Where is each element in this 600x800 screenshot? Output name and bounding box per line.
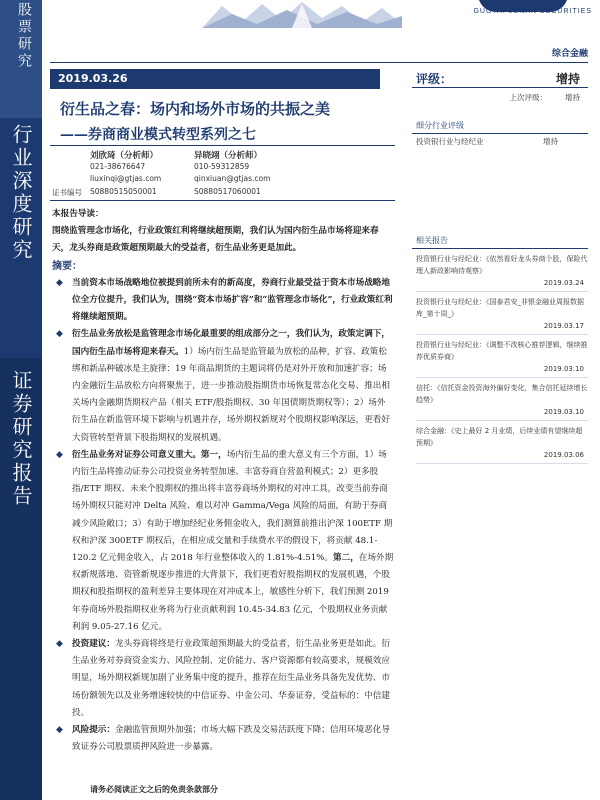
analyst-email[interactable]: qinxiuan@gtjas.com [194,174,271,183]
bullet-icon: ◆ [56,329,63,340]
analyst-row [52,149,397,162]
related-report-date: 2019.03.10 [416,363,588,378]
left-side-band [0,0,42,800]
analyst-divider [50,200,395,201]
summary-bullet [52,636,394,722]
bullet-icon: ◆ [56,639,63,650]
bullet-bold-text: 第一， [200,449,227,460]
bullet-bold-text: 投资建议： [72,639,115,650]
bullet-bold-text: 当前资本市场战略地位被提到前所未有的新高度，券商行业最受益于资本市场战略地位全方位提升，我们认为，围绕“资本市场扩容”和“监管理念市场化”，行业政策红利将继续超预期。 [72,277,393,323]
related-report-item[interactable] [412,296,588,335]
sub-rating-value: 增持 [543,137,558,146]
bullet-bold-text: 第二， [333,553,359,564]
bullet-text: 1）场内衍生品是监管最为放松的品种，扩容、政策松绑和新品种破冰是主旋律：19 年商品期货的主题词将仍是对外开放和加速扩容；场内金融衍生品放松方向将聚焦于，进一步推动股指期货市场恢复常态化交易、推出相关场内金融期货期权产品（相关 ETF/股指期权、30 年国债期货期权等）；2）场外衍生品在新监管环境下影响与机遇并存，场外期权新规对个股期权影响深远，更看好大资管转型背景下股指期权的发展机遇。 [72,346,390,443]
bullet-text: 场内衍生品的重大意义有三个方面，1）场内衍生品将推动证券公司投资业务转型加速、丰富券商自营盈利模式；2）更多股指/ETF 期权、未来个股期权的推出将丰富券商场外期权的对冲工具，改变当前券商场外期权只能对冲 Delta 风险、难以对冲 Gamma/Vega 风险的局面，有助于券商减少风险敞口；3）有助于增加经纪业务佣金收入，我们测算前推出沪深 100ETF 期权和沪深 300ETF 期权后，在相应成交量和手续费水平的假设下，将贡献 48.1-120.2 亿元佣金收入，占 2018 年行业整体收入的 1.81%-4.51%。 [72,449,393,564]
summary-heading: 摘要： [52,260,82,272]
analyst-email[interactable]: liuxinqi@gtjas.com [90,174,162,183]
bullet-icon: ◆ [56,277,63,288]
analyst-phone: 010-59312859 [194,161,250,171]
rating-label: 评级： [416,72,453,86]
related-report-title[interactable]: 信托：《信托资金投资海外偏好变化，集合信托延续增长趋势》 [416,384,588,404]
summary-bullet [52,275,394,327]
related-reports-heading: 相关报告 [412,233,588,249]
related-report-date: 2019.03.06 [416,449,588,464]
related-report-date: 2019.03.17 [416,320,588,335]
bullet-text: 金融监管预期外加强；市场大幅下跌及交易活跃度下降；信用环境恶化导致证券公司股票质押风险进一步暴露。 [72,725,390,753]
rating-row [412,68,588,88]
bullet-text: 龙头券商将终是行业政策超预期最大的受益者，衍生品业务更是如此。衍生品业务对券商资金实力、风险控制、定价能力、客户资源都有较高要求，规模效应明显，场外期权新规加剧了业务集中度的提升，推荐在衍生品业务具备先发优势、市场份额领先以及业务增速较快的中信证券、中金公司、华泰证券，受益标的：中信建投。 [72,639,390,718]
header-divider [50,62,588,63]
related-report-item[interactable] [412,382,588,421]
side-label-securities-report: 证券研究报告 [9,370,33,508]
side-label-stock-research: 股票研究 [16,2,32,70]
summary-bullet [52,447,394,636]
side-label-industry-research: 行业深度研究 [9,124,33,262]
sub-rating-industry: 投资银行业与经纪业 [416,137,484,146]
related-report-title[interactable]: 投资银行业与经纪业：《国泰君安_非银金融业周报数据库_第十周_》 [416,298,584,318]
analyst-phone: 021-38676647 [90,161,146,171]
related-report-date: 2019.03.24 [416,277,588,292]
analyst-table [52,149,397,199]
certificate-label: 证书编号 [52,187,82,197]
report-body [52,206,394,757]
bullet-bold-text: 衍生品业务放松是监管理念市场化最重要的组成部分之一，我们认为，政策定调下，国内衍生品市场将迎来春天。 [72,329,390,357]
disclaimer-footer: 请务必阅读正文之后的免责条款部分 [90,785,218,794]
analyst-name: 刘欣琦（分析师） [90,151,159,161]
rating-box [412,68,588,102]
analyst-name: 异晓翊（分析师） [194,151,263,161]
bullet-bold-text: 风险提示： [72,725,115,736]
guide-text: 围绕监管理念市场化，行业政策红利将继续超预期，我们认为国内衍生品市场将迎来春天，龙头券商是政策超预期最大的受益者，衍生品业务更是加此。 [52,226,379,254]
related-report-item[interactable] [412,339,588,378]
rating-value: 增持 [555,72,580,86]
related-report-date: 2019.03.10 [416,406,588,421]
sub-rating-heading: 细分行业评级 [412,118,588,134]
related-reports [412,233,588,464]
related-report-item[interactable] [412,253,588,292]
report-subtitle: ——券商商业模式转型系列之七 [60,127,256,143]
brand-english-name: GUOTAI JUNAN SECURITIES [473,8,592,15]
certificate-number: S0880515050001 [90,186,157,196]
bullet-icon: ◆ [56,449,63,460]
related-report-item[interactable] [412,425,588,464]
related-report-title[interactable]: 投资银行业与经纪业：《调整不改核心推荐逻辑，继续推荐优质券商》 [416,341,588,361]
previous-rating-label: 上次评级： [509,93,547,102]
analyst-row [52,174,397,187]
analyst-row [52,187,397,200]
related-report-title[interactable]: 综合金融：《史上最好 2 月业绩，后续业绩有望继续超预期》 [416,427,583,447]
previous-rating [510,92,581,103]
guide-heading: 本报告导读： [52,209,104,219]
sub-industry-rating [412,118,588,150]
related-report-title[interactable]: 投资银行业与经纪业：《依然看好龙头券商个股，保险代理人新政影响待观察》 [416,255,588,275]
sub-rating-line [412,134,588,150]
report-category: 综合金融 [551,49,588,59]
banner-wave-graphic [202,0,402,28]
previous-rating-value: 增持 [565,93,580,102]
bullet-text: 在场外期权新规落地、资管新规逐步推进的大背景下，我们更看好股指期权的发展机遇，个股期权和股指期权的盈利差异主要体现在对冲成本上，敏感性分析下，我们预测 2019 年券商场外股指期权业务将为行业贡献利润 10.45-34.83 亿元，个股期权业务贡献利润 9.05-27.16 亿元。 [72,553,394,632]
brand-area [462,0,592,28]
report-title: 衍生品之春：场内和场外市场的共振之美 [60,100,331,118]
bullet-bold-text: 衍生品业务对证券公司意义重大。 [72,449,201,460]
report-date-bar: 2019.03.26 [50,69,380,89]
bullet-icon: ◆ [56,725,63,736]
top-banner [42,0,600,28]
summary-bullet [52,326,394,446]
certificate-number: S0880517060001 [194,186,261,196]
summary-bullet [52,722,394,756]
analyst-row [52,162,397,175]
title-divider [50,145,395,146]
